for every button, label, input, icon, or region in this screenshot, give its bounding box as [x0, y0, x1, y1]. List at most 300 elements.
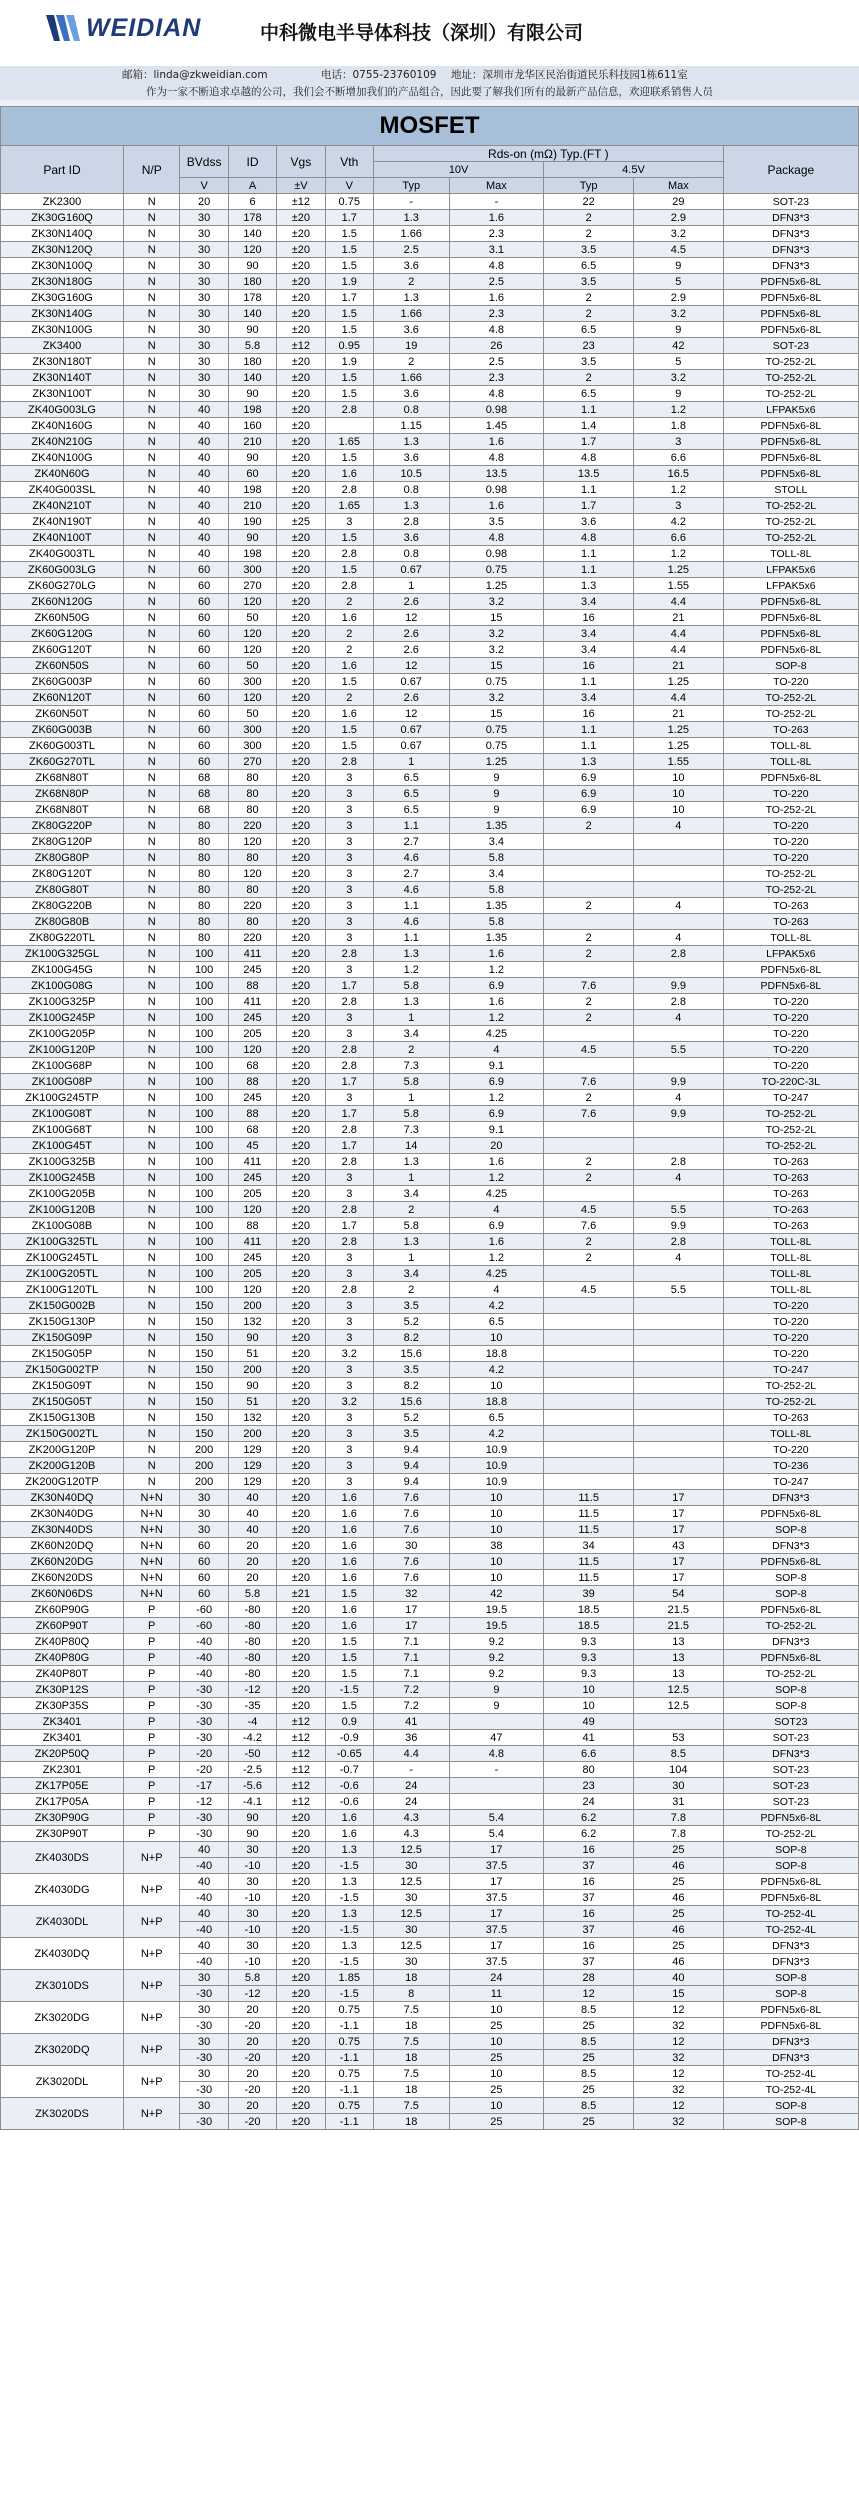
cell-bvdss: 40 — [180, 482, 228, 498]
cell-id: 140 — [228, 370, 276, 386]
cell-np: N — [123, 658, 179, 674]
cell-part-id: ZK100G68T — [1, 1122, 124, 1138]
cell-bvdss: 60 — [180, 642, 228, 658]
cell-vgs: ±20 — [277, 978, 325, 994]
cell-bvdss: 40 — [180, 450, 228, 466]
cell-package: TOLL-8L — [723, 754, 858, 770]
cell-typ-10v: 5.8 — [373, 1106, 449, 1122]
cell-max-4-5v: 7.8 — [634, 1810, 724, 1826]
table-row — [1, 1298, 859, 1314]
cell-package: TO-220 — [723, 818, 858, 834]
table-row — [1, 1026, 859, 1042]
cell-typ-10v: 2 — [373, 1042, 449, 1058]
cell-typ-10v: 7.6 — [373, 1570, 449, 1586]
cell-typ-10v: 7.5 — [373, 2034, 449, 2050]
cell-max-10v: 3.2 — [449, 690, 544, 706]
cell-max-4-5v: 13 — [634, 1666, 724, 1682]
cell-package: SOT23 — [723, 1714, 858, 1730]
cell-id: 220 — [228, 898, 276, 914]
cell-part-id: ZK60G120T — [1, 642, 124, 658]
cell-vgs: ±20 — [277, 562, 325, 578]
cell-id: -10 — [228, 1858, 276, 1874]
cell-vth: 1.6 — [325, 706, 373, 722]
cell-id: 120 — [228, 866, 276, 882]
cell-typ-4-5v: 3.5 — [544, 274, 634, 290]
cell-typ-10v: 4.3 — [373, 1810, 449, 1826]
cell-id: 198 — [228, 546, 276, 562]
cell-bvdss: 100 — [180, 1250, 228, 1266]
cell-max-10v: 0.75 — [449, 722, 544, 738]
cell-vgs: ±21 — [277, 1586, 325, 1602]
cell-id: 20 — [228, 1554, 276, 1570]
cell-vth: 2.8 — [325, 1058, 373, 1074]
cell-bvdss: 30 — [180, 370, 228, 386]
cell-part-id: ZK40P80G — [1, 1650, 124, 1666]
cell-typ-10v: 2 — [373, 1282, 449, 1298]
cell-typ-10v: 2 — [373, 1202, 449, 1218]
cell-vgs: ±20 — [277, 1090, 325, 1106]
cell-bvdss: 150 — [180, 1330, 228, 1346]
table-row — [1, 834, 859, 850]
cell-np: N+P — [123, 2066, 179, 2098]
cell-part-id: ZK30N40DG — [1, 1506, 124, 1522]
cell-bvdss: 30 — [180, 226, 228, 242]
cell-np: N+P — [123, 1842, 179, 1874]
cell-part-id: ZK3020DG — [1, 2002, 124, 2034]
cell-vgs: ±20 — [277, 466, 325, 482]
cell-max-4-5v: 4 — [634, 930, 724, 946]
cell-bvdss: 40 — [180, 514, 228, 530]
cell-id: 220 — [228, 818, 276, 834]
cell-bvdss: -30 — [180, 1698, 228, 1714]
cell-part-id: ZK30N180T — [1, 354, 124, 370]
cell-vgs: ±20 — [277, 962, 325, 978]
cell-typ-10v: 30 — [373, 1954, 449, 1970]
cell-id: 120 — [228, 626, 276, 642]
cell-part-id: ZK150G002TP — [1, 1362, 124, 1378]
table-row — [1, 1522, 859, 1538]
cell-np: P — [123, 1634, 179, 1650]
cell-max-4-5v: 17 — [634, 1570, 724, 1586]
cell-package: TO-220 — [723, 1298, 858, 1314]
cell-typ-4-5v — [544, 1058, 634, 1074]
cell-vgs: ±20 — [277, 1442, 325, 1458]
cell-vgs: ±20 — [277, 274, 325, 290]
cell-typ-10v: 15.6 — [373, 1394, 449, 1410]
cell-typ-10v: 9.4 — [373, 1458, 449, 1474]
cell-id: 80 — [228, 802, 276, 818]
cell-package: TO-252-2L — [723, 1138, 858, 1154]
cell-vth: 2 — [325, 690, 373, 706]
cell-bvdss: -30 — [180, 2050, 228, 2066]
cell-typ-4-5v: 9.3 — [544, 1634, 634, 1650]
header-np: N/P — [123, 146, 179, 194]
cell-bvdss: 30 — [180, 386, 228, 402]
cell-np: N+N — [123, 1586, 179, 1602]
cell-np: N — [123, 514, 179, 530]
cell-vgs: ±20 — [277, 1922, 325, 1938]
cell-max-10v: 15 — [449, 610, 544, 626]
cell-part-id: ZK68N80T — [1, 770, 124, 786]
cell-typ-10v: 7.5 — [373, 2066, 449, 2082]
cell-package: DFN3*3 — [723, 258, 858, 274]
cell-max-4-5v: 32 — [634, 2018, 724, 2034]
cell-bvdss: 150 — [180, 1378, 228, 1394]
cell-id: 5.8 — [228, 1970, 276, 1986]
cell-max-10v: 1.2 — [449, 1170, 544, 1186]
cell-vth: -0.7 — [325, 1762, 373, 1778]
cell-bvdss: 60 — [180, 578, 228, 594]
cell-part-id: ZK30N140T — [1, 370, 124, 386]
cell-vth: 1.6 — [325, 1618, 373, 1634]
cell-vgs: ±20 — [277, 1394, 325, 1410]
table-row — [1, 546, 859, 562]
cell-max-4-5v: 25 — [634, 1874, 724, 1890]
cell-vgs: ±20 — [277, 1826, 325, 1842]
cell-bvdss: 30 — [180, 2098, 228, 2114]
table-row — [1, 1314, 859, 1330]
cell-package: PDFN5x6-8L — [723, 626, 858, 642]
table-row — [1, 914, 859, 930]
cell-typ-10v: 8.2 — [373, 1378, 449, 1394]
cell-max-10v: 1.35 — [449, 818, 544, 834]
cell-typ-4-5v — [544, 1314, 634, 1330]
cell-typ-4-5v: 2 — [544, 1234, 634, 1250]
cell-bvdss: 80 — [180, 914, 228, 930]
cell-vth: 0.75 — [325, 2066, 373, 2082]
cell-np: N — [123, 450, 179, 466]
cell-typ-10v: 9.4 — [373, 1474, 449, 1490]
cell-bvdss: 150 — [180, 1362, 228, 1378]
cell-np: N — [123, 1410, 179, 1426]
table-row — [1, 1842, 859, 1858]
cell-vth: 1.5 — [325, 1698, 373, 1714]
cell-id: 132 — [228, 1314, 276, 1330]
contact-phone: 电话：0755-23760109 — [321, 69, 437, 81]
cell-typ-10v: 0.67 — [373, 562, 449, 578]
cell-typ-4-5v: 1.1 — [544, 738, 634, 754]
cell-typ-10v: 18 — [373, 2082, 449, 2098]
cell-np: N — [123, 802, 179, 818]
cell-vgs: ±20 — [277, 546, 325, 562]
cell-max-10v: 1.2 — [449, 1250, 544, 1266]
cell-id: -80 — [228, 1666, 276, 1682]
cell-typ-10v: 15.6 — [373, 1346, 449, 1362]
cell-vth: 3 — [325, 1266, 373, 1282]
table-row — [1, 1362, 859, 1378]
cell-bvdss: 40 — [180, 1842, 228, 1858]
cell-id: 178 — [228, 210, 276, 226]
cell-vgs: ±20 — [277, 1026, 325, 1042]
cell-typ-10v: 18 — [373, 2018, 449, 2034]
cell-max-10v: 17 — [449, 1874, 544, 1890]
cell-vgs: ±20 — [277, 1474, 325, 1490]
page-header — [0, 0, 859, 66]
cell-max-10v: 5.4 — [449, 1810, 544, 1826]
cell-max-10v: 37.5 — [449, 1890, 544, 1906]
cell-id: 80 — [228, 882, 276, 898]
cell-typ-10v: 1.2 — [373, 962, 449, 978]
cell-max-10v: 9 — [449, 1682, 544, 1698]
cell-part-id: ZK150G130B — [1, 1410, 124, 1426]
cell-np: P — [123, 1762, 179, 1778]
cell-typ-4-5v: 16 — [544, 1906, 634, 1922]
cell-typ-4-5v: 16 — [544, 1938, 634, 1954]
cell-vth: 1.6 — [325, 466, 373, 482]
cell-part-id: ZK100G205P — [1, 1026, 124, 1042]
cell-typ-4-5v: 49 — [544, 1714, 634, 1730]
cell-typ-4-5v: 12 — [544, 1986, 634, 2002]
cell-bvdss: 60 — [180, 562, 228, 578]
table-row — [1, 1170, 859, 1186]
cell-part-id: ZK30N100G — [1, 322, 124, 338]
cell-part-id: ZK2301 — [1, 1762, 124, 1778]
cell-id: -20 — [228, 2018, 276, 2034]
cell-np: N — [123, 562, 179, 578]
cell-max-10v: 5.8 — [449, 850, 544, 866]
cell-package: PDFN5x6-8L — [723, 274, 858, 290]
cell-part-id: ZK30N140Q — [1, 226, 124, 242]
cell-id: 88 — [228, 1074, 276, 1090]
cell-vgs: ±12 — [277, 1714, 325, 1730]
cell-bvdss: -30 — [180, 1810, 228, 1826]
cell-id: 50 — [228, 658, 276, 674]
cell-package: SOT-23 — [723, 1730, 858, 1746]
cell-vth: 3 — [325, 818, 373, 834]
cell-max-10v: 4.2 — [449, 1298, 544, 1314]
cell-np: N — [123, 1362, 179, 1378]
cell-package: TO-220 — [723, 1314, 858, 1330]
cell-id: 90 — [228, 530, 276, 546]
cell-bvdss: 30 — [180, 354, 228, 370]
table-row — [1, 1138, 859, 1154]
cell-package: PDFN5x6-8L — [723, 322, 858, 338]
cell-vth: 1.5 — [325, 322, 373, 338]
cell-vgs: ±20 — [277, 1138, 325, 1154]
cell-max-4-5v — [634, 962, 724, 978]
cell-vgs: ±20 — [277, 482, 325, 498]
cell-typ-4-5v: 6.5 — [544, 258, 634, 274]
cell-typ-10v: 1.66 — [373, 370, 449, 386]
cell-typ-4-5v: 2 — [544, 898, 634, 914]
table-row — [1, 514, 859, 530]
cell-np: P — [123, 1826, 179, 1842]
cell-max-10v: 0.98 — [449, 482, 544, 498]
cell-typ-10v: 4.3 — [373, 1826, 449, 1842]
cell-id: 205 — [228, 1026, 276, 1042]
cell-max-10v: 25 — [449, 2114, 544, 2130]
cell-typ-10v: 1 — [373, 1010, 449, 1026]
cell-id: 30 — [228, 1874, 276, 1890]
cell-package: TO-220 — [723, 850, 858, 866]
cell-np: N — [123, 1202, 179, 1218]
cell-id: -80 — [228, 1634, 276, 1650]
cell-max-10v — [449, 1714, 544, 1730]
cell-typ-10v: 7.6 — [373, 1522, 449, 1538]
cell-np: N — [123, 498, 179, 514]
cell-typ-4-5v: 7.6 — [544, 1106, 634, 1122]
cell-vth: 2.8 — [325, 946, 373, 962]
cell-max-10v: 3.5 — [449, 514, 544, 530]
cell-package: TOLL-8L — [723, 930, 858, 946]
cell-np: N — [123, 1234, 179, 1250]
cell-vgs: ±20 — [277, 402, 325, 418]
cell-part-id: ZK3020DQ — [1, 2034, 124, 2066]
cell-package: TO-252-2L — [723, 1378, 858, 1394]
cell-bvdss: 40 — [180, 1906, 228, 1922]
cell-package: TO-220 — [723, 1330, 858, 1346]
cell-vgs: ±20 — [277, 1250, 325, 1266]
cell-id: 80 — [228, 770, 276, 786]
cell-package: PDFN5x6-8L — [723, 434, 858, 450]
cell-package: TO-252-2L — [723, 1122, 858, 1138]
cell-id: -5.6 — [228, 1778, 276, 1794]
cell-package: LFPAK5x6 — [723, 562, 858, 578]
cell-typ-4-5v: 2 — [544, 306, 634, 322]
cell-typ-4-5v: 1.3 — [544, 578, 634, 594]
cell-vth: 1.65 — [325, 498, 373, 514]
cell-vth: 3 — [325, 1474, 373, 1490]
cell-max-10v: 5.4 — [449, 1826, 544, 1842]
cell-part-id: ZK60N50T — [1, 706, 124, 722]
cell-package: TOLL-8L — [723, 1250, 858, 1266]
cell-vth: -1.5 — [325, 1858, 373, 1874]
cell-max-4-5v: 12 — [634, 2098, 724, 2114]
cell-part-id: ZK40N210G — [1, 434, 124, 450]
cell-typ-10v: 7.3 — [373, 1058, 449, 1074]
table-row — [1, 322, 859, 338]
cell-np: N — [123, 338, 179, 354]
cell-max-4-5v: 1.25 — [634, 722, 724, 738]
cell-package: PDFN5x6-8L — [723, 1874, 858, 1890]
cell-max-4-5v — [634, 1410, 724, 1426]
cell-np: N — [123, 962, 179, 978]
cell-max-10v: - — [449, 1762, 544, 1778]
cell-typ-4-5v: 3.4 — [544, 626, 634, 642]
cell-typ-4-5v: 28 — [544, 1970, 634, 1986]
table-row — [1, 258, 859, 274]
cell-max-4-5v: 4 — [634, 1250, 724, 1266]
cell-typ-10v: 1.3 — [373, 290, 449, 306]
cell-max-10v: 6.9 — [449, 1106, 544, 1122]
cell-typ-10v: 0.8 — [373, 482, 449, 498]
cell-vgs: ±20 — [277, 1954, 325, 1970]
cell-id: 210 — [228, 434, 276, 450]
table-row — [1, 2098, 859, 2114]
table-row — [1, 1810, 859, 1826]
cell-bvdss: 60 — [180, 738, 228, 754]
cell-max-10v: 1.25 — [449, 754, 544, 770]
cell-part-id: ZK200G120TP — [1, 1474, 124, 1490]
cell-vth: 1.6 — [325, 1602, 373, 1618]
cell-np: N — [123, 866, 179, 882]
cell-bvdss: 68 — [180, 770, 228, 786]
unit-max-10v: Max — [449, 178, 544, 194]
cell-max-4-5v — [634, 834, 724, 850]
cell-max-10v: 9.2 — [449, 1650, 544, 1666]
cell-max-10v: 10 — [449, 2034, 544, 2050]
cell-max-10v: 4.25 — [449, 1266, 544, 1282]
table-row — [1, 1090, 859, 1106]
cell-max-10v: 3.4 — [449, 834, 544, 850]
cell-np: N+N — [123, 1522, 179, 1538]
cell-max-4-5v: 21 — [634, 706, 724, 722]
cell-id: 140 — [228, 306, 276, 322]
cell-package: PDFN5x6-8L — [723, 770, 858, 786]
cell-typ-4-5v: 13.5 — [544, 466, 634, 482]
cell-vth: -0.6 — [325, 1778, 373, 1794]
cell-np: N+P — [123, 2098, 179, 2130]
cell-id: 80 — [228, 914, 276, 930]
contact-email: 邮箱：linda@zkweidian.com — [122, 69, 268, 81]
cell-part-id: ZK150G09P — [1, 1330, 124, 1346]
unit-id: A — [228, 178, 276, 194]
cell-part-id: ZK60P90G — [1, 1602, 124, 1618]
cell-package: TO-220 — [723, 1058, 858, 1074]
cell-max-10v: 1.6 — [449, 210, 544, 226]
cell-typ-4-5v: 23 — [544, 338, 634, 354]
table-row — [1, 226, 859, 242]
cell-max-4-5v: 3.2 — [634, 226, 724, 242]
cell-vgs: ±20 — [277, 1938, 325, 1954]
cell-typ-10v: 1.1 — [373, 818, 449, 834]
cell-max-10v: 0.98 — [449, 402, 544, 418]
cell-max-4-5v — [634, 1346, 724, 1362]
cell-np: N — [123, 354, 179, 370]
cell-bvdss: -30 — [180, 1986, 228, 2002]
cell-id: 120 — [228, 690, 276, 706]
cell-bvdss: 100 — [180, 994, 228, 1010]
cell-bvdss: -20 — [180, 1762, 228, 1778]
table-row — [1, 1250, 859, 1266]
cell-part-id: ZK80G220TL — [1, 930, 124, 946]
cell-bvdss: 150 — [180, 1426, 228, 1442]
cell-part-id: ZK3401 — [1, 1714, 124, 1730]
cell-typ-10v: 1.15 — [373, 418, 449, 434]
cell-part-id: ZK150G05T — [1, 1394, 124, 1410]
cell-vth: 1.3 — [325, 1906, 373, 1922]
cell-max-4-5v — [634, 1426, 724, 1442]
cell-part-id: ZK40N60G — [1, 466, 124, 482]
cell-vgs: ±20 — [277, 530, 325, 546]
cell-vgs: ±20 — [277, 610, 325, 626]
cell-id: 200 — [228, 1362, 276, 1378]
cell-vgs: ±20 — [277, 354, 325, 370]
cell-package: TO-252-2L — [723, 882, 858, 898]
cell-part-id: ZK80G220B — [1, 898, 124, 914]
cell-typ-10v: 4.6 — [373, 914, 449, 930]
cell-np: N — [123, 434, 179, 450]
cell-max-10v: 3.4 — [449, 866, 544, 882]
table-row — [1, 930, 859, 946]
cell-np: N — [123, 290, 179, 306]
cell-max-4-5v — [634, 1442, 724, 1458]
cell-vgs: ±20 — [277, 834, 325, 850]
cell-typ-10v: 5.2 — [373, 1314, 449, 1330]
cell-vgs: ±20 — [277, 914, 325, 930]
cell-max-10v: 19.5 — [449, 1602, 544, 1618]
table-row — [1, 1634, 859, 1650]
cell-package: PDFN5x6-8L — [723, 2018, 858, 2034]
cell-max-4-5v: 5 — [634, 354, 724, 370]
cell-package: TO-220 — [723, 1042, 858, 1058]
cell-id: 300 — [228, 674, 276, 690]
cell-np: P — [123, 1650, 179, 1666]
header-vgs: Vgs — [277, 146, 325, 178]
cell-part-id: ZK30N100T — [1, 386, 124, 402]
cell-max-4-5v — [634, 1458, 724, 1474]
cell-package: PDFN5x6-8L — [723, 594, 858, 610]
